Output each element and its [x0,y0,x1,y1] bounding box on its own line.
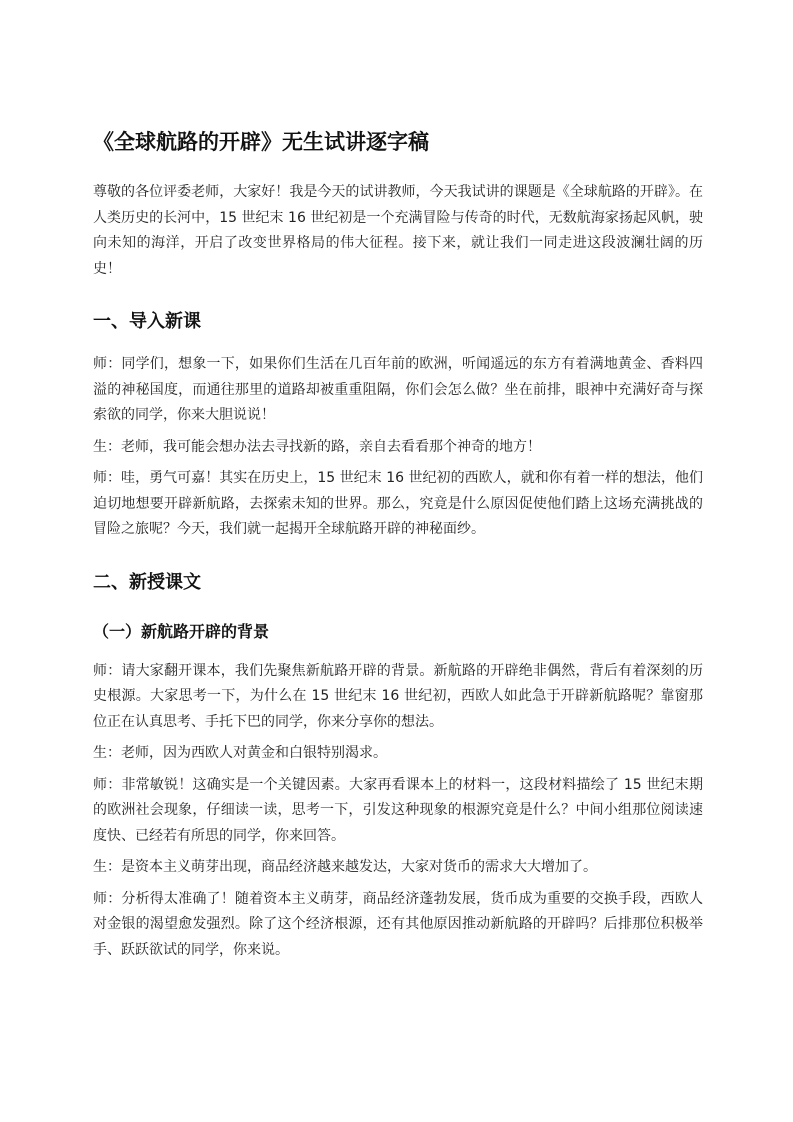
section-heading-new-lesson: 二、新授课文 [93,571,201,593]
dialogue-paragraph: 生：老师，因为西欧人对黄金和白银特别渴求。 [93,745,387,761]
intro-paragraph: 尊敬的各位评委老师，大家好！我是今天的试讲教师，今天我试讲的课题是《全球航路的开辟》。在人类历史的长河中，15 世纪末 16 世纪初是一个充满冒险与传奇的时代，无数航海家扬起风帆，驶向未知的海洋，开启了改变世界格局的伟大征程。接下来，就让我们一同走进这段波澜壮阔的历史！ [93,184,703,277]
dialogue-paragraph: 师：分析得太准确了！随着资本主义萌芽，商品经济蓬勃发展，货币成为重要的交换手段，西欧人对金银的渴望愈发强烈。除了这个经济根源，还有其他原因推动新航路的开辟吗？后排那位积极举手、跃跃欲试的同学，你来说。 [93,890,703,958]
dialogue-paragraph: 师：同学们，想象一下，如果你们生活在几百年前的欧洲，听闻遥远的东方有着满地黄金、香料四溢的神秘国度，而通往那里的道路却被重重阻隔，你们会怎么做？坐在前排，眼神中充满好奇与探索欲的同学，你来大胆说说！ [93,356,703,423]
dialogue-paragraph: 师：非常敏锐！这确实是一个关键因素。大家再看课本上的材料一，这段材料描绘了 15 世纪末期的欧洲社会现象，仔细读一读，思考一下，引发这种现象的根源究竟是什么？中间小组那位阅读速度快、已经若有所思的同学，你来回答。 [93,776,703,844]
section-heading-intro: 一、导入新课 [93,311,201,332]
dialogue-paragraph: 师：请大家翻开课本，我们先聚焦新航路开辟的背景。新航路的开辟绝非偶然，背后有着深刻的历史根源。大家思考一下，为什么在 15 世纪末 16 世纪初，西欧人如此急于开辟新航路呢？靠窗那位正在认真思考、手托下巴的同学，你来分享你的想法。 [93,662,703,730]
dialogue-paragraph: 师：哇，勇气可嘉！其实在历史上，15 世纪末 16 世纪初的西欧人，就和你有着一样的想法，他们迫切地想要开辟新航路，去探索未知的世界。那么，究竟是什么原因促使他们踏上这场充满挑战的冒险之旅呢？今天，我们就一起揭开全球航路开辟的神秘面纱。 [93,470,703,537]
dialogue-paragraph: 生：是资本主义萌芽出现，商品经济越来越发达，大家对货币的需求大大增加了。 [93,859,597,875]
document-title: 《全球航路的开辟》无生试讲逐字稿 [93,130,429,154]
subsection-heading-background: （一）新航路开辟的背景 [93,621,270,641]
document-page [93,126,703,969]
dialogue-paragraph: 生：老师，我可能会想办法去寻找新的路，亲自去看看那个神奇的地方！ [93,438,541,455]
